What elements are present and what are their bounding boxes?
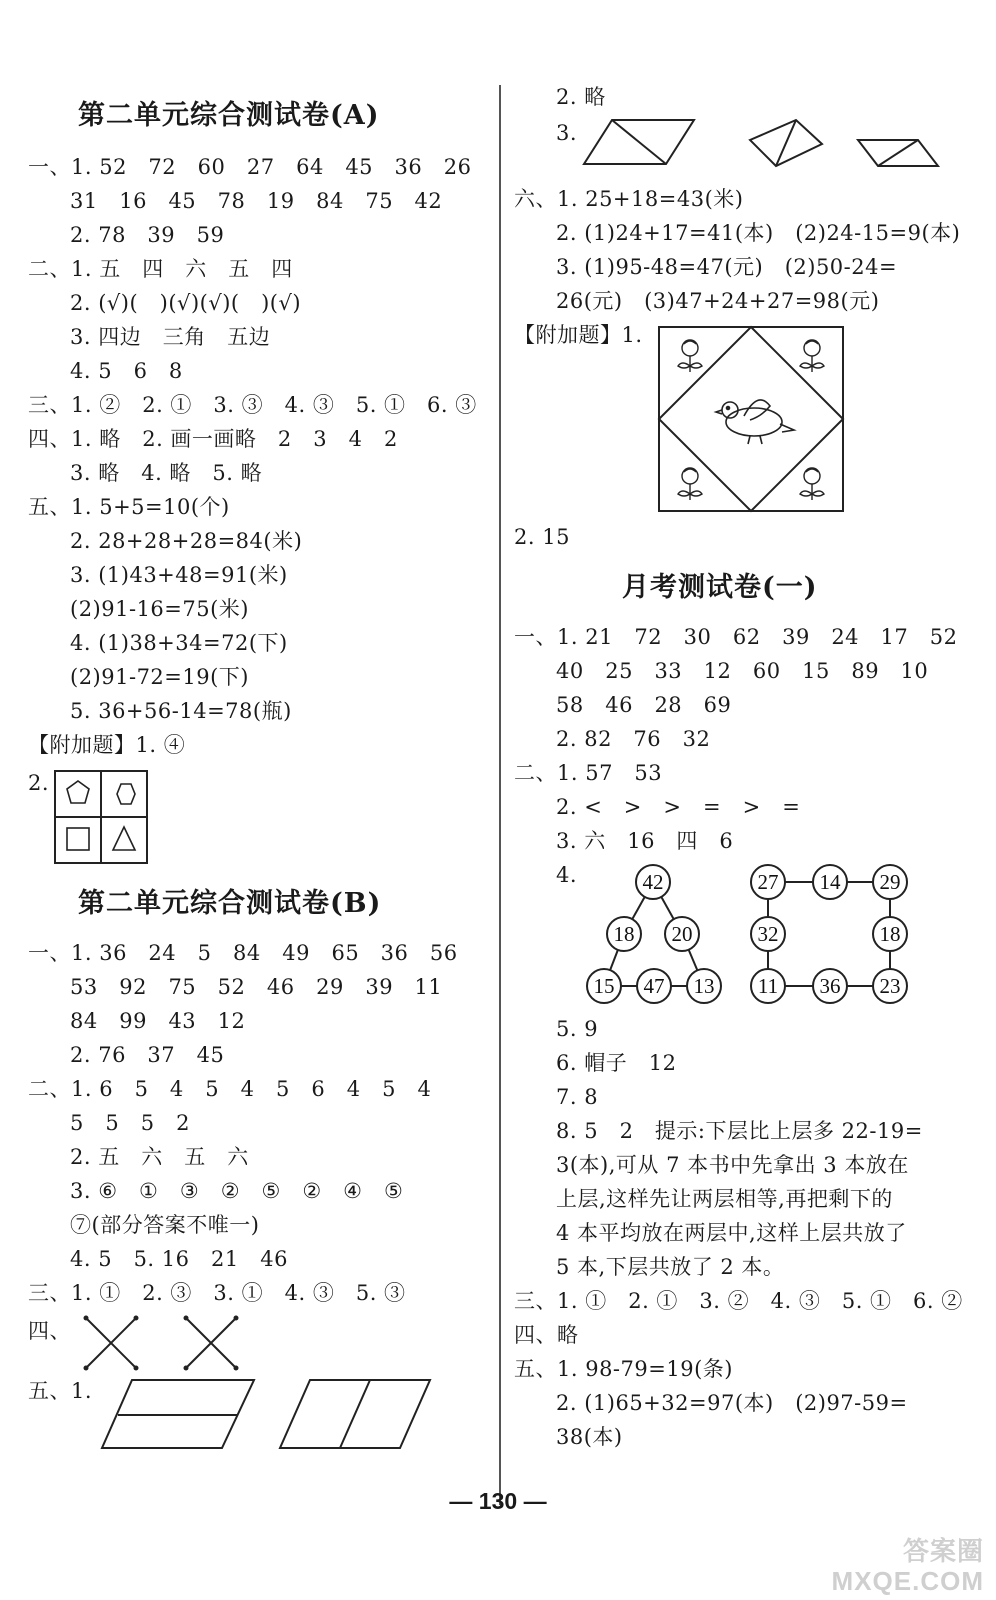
answer-line: 四、1. 略 2. 画一画略 2 3 4 2 bbox=[28, 427, 398, 451]
square-number: 32 bbox=[757, 922, 779, 946]
answer-line: 六、1. 25+18=43(米) bbox=[514, 187, 744, 211]
square-number: 36 bbox=[819, 974, 841, 998]
flower-icon bbox=[800, 468, 824, 500]
answer-line: 5 本,下层共放了 2 本。 bbox=[556, 1255, 785, 1279]
answer-line: 3. (1)43+48=91(米) bbox=[70, 563, 288, 587]
answer-line: 2. 28+28+28=84(米) bbox=[70, 529, 303, 553]
triangle-shape bbox=[113, 827, 135, 850]
answer-line: 五、1. bbox=[28, 1379, 93, 1403]
section-title-a: 第二单元综合测试卷(A) bbox=[78, 100, 380, 131]
watermark-logo-text: 答案圈 bbox=[902, 1536, 984, 1566]
watermark bbox=[832, 1536, 984, 1596]
answer-line: 4. 5 6 8 bbox=[70, 359, 183, 383]
answer-line: 38(本) bbox=[556, 1425, 623, 1449]
answer-line: 五、1. 98-79=19(条) bbox=[514, 1357, 733, 1381]
answer-line: 一、1. 36 24 5 84 49 65 36 56 bbox=[28, 941, 458, 965]
answer-line: 【附加题】1. bbox=[514, 323, 643, 347]
answer-line: 二、1. 57 53 bbox=[514, 761, 663, 785]
square-number: 11 bbox=[757, 974, 779, 998]
square-number: 27 bbox=[757, 870, 779, 894]
answer-line: 3. ⑥ ① ③ ② ⑤ ② ④ ⑤ bbox=[70, 1179, 404, 1203]
answer-line: 三、1. ① 2. ③ 3. ① 4. ③ 5. ③ bbox=[28, 1281, 406, 1305]
flower-icon bbox=[800, 340, 824, 372]
answer-line: 3. 六 16 四 6 bbox=[556, 829, 734, 853]
answer-line: 2. bbox=[28, 771, 50, 795]
triangle-number: 47 bbox=[643, 974, 665, 998]
answer-line: 53 92 75 52 46 29 39 11 bbox=[70, 975, 443, 999]
answer-line: 2. 76 37 45 bbox=[70, 1043, 225, 1067]
answer-line: ⑦(部分答案不唯一) bbox=[70, 1213, 260, 1237]
answer-line: 2. 15 bbox=[514, 525, 570, 549]
cross-lines-figure bbox=[84, 1314, 244, 1370]
triangle-number: 18 bbox=[613, 922, 635, 946]
answer-line: 4. (1)38+34=72(下) bbox=[70, 631, 288, 655]
shapes-grid-figure bbox=[54, 770, 148, 864]
answer-line: 3. 略 4. 略 5. 略 bbox=[70, 461, 263, 485]
square-number: 18 bbox=[879, 922, 901, 946]
section-title-monthly: 月考测试卷(一) bbox=[622, 572, 818, 603]
answer-line: 3. (1)95-48=47(元) (2)50-24= bbox=[556, 255, 898, 279]
page-number: — 130 — bbox=[449, 1488, 547, 1514]
answer-line: 上层,这样先让两层相等,再把剩下的 bbox=[556, 1187, 893, 1211]
answer-line: 2. (1)65+32=97(本) (2)97-59= bbox=[556, 1391, 908, 1415]
answer-line: 4. 5 5. 16 21 46 bbox=[70, 1247, 288, 1271]
column-divider bbox=[499, 85, 501, 1505]
divided-parallelograms bbox=[582, 118, 942, 170]
square-shape bbox=[67, 828, 89, 850]
answer-line: 四、略 bbox=[514, 1323, 579, 1347]
answer-line: 五、1. 5+5=10(个) bbox=[28, 495, 230, 519]
parallelogram-figures bbox=[100, 1378, 440, 1452]
answer-line: 2. 五 六 五 六 bbox=[70, 1145, 249, 1169]
answer-line: 2. 82 76 32 bbox=[556, 727, 711, 751]
answer-line: 26(元) (3)47+24+27=98(元) bbox=[556, 289, 880, 313]
answer-line: 31 16 45 78 19 84 75 42 bbox=[70, 189, 443, 213]
answer-line: (2)91-72=19(下) bbox=[70, 665, 249, 689]
answer-line: 4 本平均放在两层中,这样上层共放了 bbox=[556, 1221, 907, 1245]
answer-line: 3. bbox=[556, 121, 578, 145]
watermark-url: MXQE.COM bbox=[831, 1566, 984, 1596]
answer-line: 【附加题】1. ④ bbox=[28, 733, 186, 757]
answer-line: 5. 36+56-14=78(瓶) bbox=[70, 699, 292, 723]
hexagon-shape bbox=[117, 784, 135, 804]
answer-line: 8. 5 2 提示:下层比上层多 22-19= bbox=[556, 1119, 923, 1143]
triangle-number: 42 bbox=[642, 870, 664, 894]
bird-icon bbox=[716, 400, 794, 444]
answer-line: 7. 8 bbox=[556, 1085, 599, 1109]
section-title-b: 第二单元综合测试卷(B) bbox=[78, 888, 382, 919]
answer-line: 3(本),可从 7 本书中先拿出 3 本放在 bbox=[556, 1153, 909, 1177]
number-square-figure bbox=[748, 864, 912, 1006]
answer-line: 2. (√)( )(√)(√)( )(√) bbox=[70, 291, 302, 315]
triangle-number: 13 bbox=[693, 974, 715, 998]
answer-line: 2. 略 bbox=[556, 85, 606, 109]
answer-line: 2. (1)24+17=41(本) (2)24-15=9(本) bbox=[556, 221, 961, 245]
answer-line: 三、1. ① 2. ① 3. ② 4. ③ 5. ① 6. ② bbox=[514, 1289, 963, 1313]
flower-icon bbox=[678, 340, 702, 372]
answer-line: 一、1. 52 72 60 27 64 45 36 26 bbox=[28, 155, 472, 179]
flower-icon bbox=[678, 468, 702, 500]
answer-line: 二、1. 五 四 六 五 四 bbox=[28, 257, 293, 281]
answer-line: 2. 78 39 59 bbox=[70, 223, 225, 247]
triangle-number: 20 bbox=[671, 922, 693, 946]
square-number: 29 bbox=[879, 870, 901, 894]
answer-line: 58 46 28 69 bbox=[556, 693, 732, 717]
square-number: 14 bbox=[819, 870, 841, 894]
answer-line: 5 5 5 2 bbox=[70, 1111, 190, 1135]
answer-line: 4. bbox=[556, 863, 578, 887]
number-triangle-figure bbox=[584, 864, 730, 1006]
answer-line: 40 25 33 12 60 15 89 10 bbox=[556, 659, 929, 683]
bird-flowers-picture bbox=[658, 326, 844, 512]
answer-line: 四、 bbox=[28, 1319, 71, 1343]
answer-line: 2. < > > = > = bbox=[556, 795, 801, 819]
pentagon-shape bbox=[67, 781, 89, 803]
answer-line: 三、1. ② 2. ① 3. ③ 4. ③ 5. ① 6. ③ bbox=[28, 393, 477, 417]
answer-line: 84 99 43 12 bbox=[70, 1009, 246, 1033]
answer-line: 3. 四边 三角 五边 bbox=[70, 325, 271, 349]
answer-line: 5. 9 bbox=[556, 1017, 599, 1041]
answer-line: 二、1. 6 5 4 5 4 5 6 4 5 4 bbox=[28, 1077, 432, 1101]
answer-line: 6. 帽子 12 bbox=[556, 1051, 677, 1075]
square-number: 23 bbox=[879, 974, 901, 998]
triangle-number: 15 bbox=[593, 974, 615, 998]
answer-line: (2)91-16=75(米) bbox=[70, 597, 249, 621]
answer-line: 一、1. 21 72 30 62 39 24 17 52 bbox=[514, 625, 958, 649]
